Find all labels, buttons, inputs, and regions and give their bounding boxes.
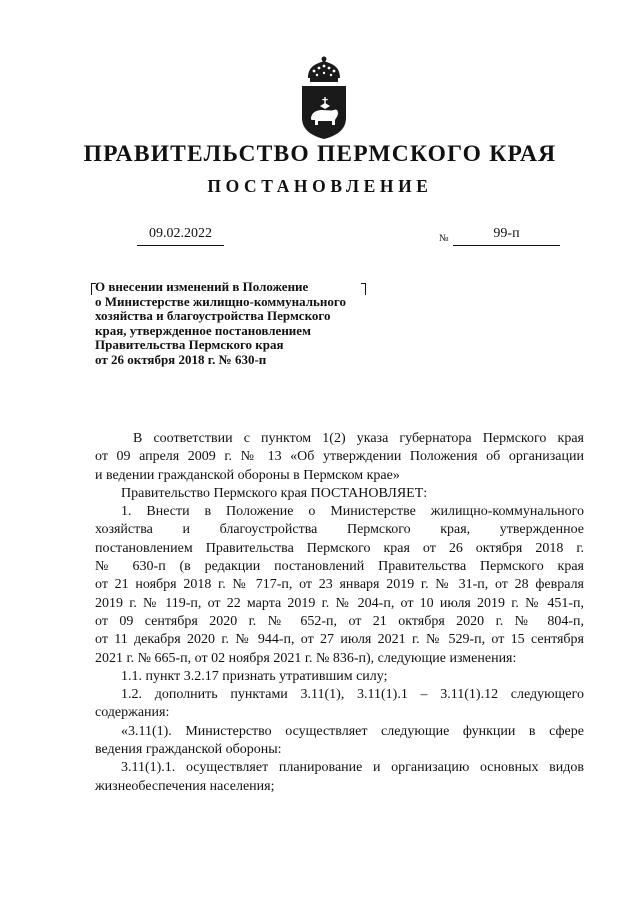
body-line: постановлением Правительства Пермского края от 26 октября 2018 г. <box>95 540 584 556</box>
subject-line: о Министерстве жилищно-коммунального <box>95 293 346 309</box>
document-body <box>95 430 584 796</box>
subject-heading <box>95 280 425 367</box>
body-line: «3.11(1). Министерство осуществляет следующие функции в сфере <box>121 723 584 739</box>
body-line: и ведении гражданской обороны в Пермском крае» <box>95 467 400 483</box>
document-number: 99-п <box>493 226 520 241</box>
subject-line: от 26 октября 2018 г. № 630-п <box>95 351 267 367</box>
document-type: ПОСТАНОВЛЕНИЕ <box>207 176 433 196</box>
subject-line: О внесении изменений в Положение <box>95 279 309 294</box>
subject-line: Правительства Пермского края <box>95 337 284 352</box>
body-line: от 21 ноября 2018 г. № 717-п, от 23 января 2019 г. № 31-п, от 28 февраля <box>95 577 584 593</box>
body-line: 1. Внести в Положение о Министерстве жилищно-коммунального <box>121 504 584 520</box>
number-underline <box>453 245 560 246</box>
body-line: 2021 г. № 665-п, от 02 ноября 2021 г. № 836-п), следующие изменения: <box>95 650 517 666</box>
body-line: № 630-п (в редакции постановлений Правительства Пермского края <box>95 559 584 575</box>
number-label: № <box>439 233 449 244</box>
body-line: 1.1. пункт 3.2.17 признать утратившим силу; <box>121 668 388 684</box>
body-line: жизнеобеспечения населения; <box>95 778 275 794</box>
body-line: от 09 апреля 2009 г. № 13 «Об утверждении Положения об организации <box>95 449 584 465</box>
government-title: ПРАВИТЕЛЬСТВО ПЕРМСКОГО КРАЯ <box>83 141 557 167</box>
body-line: Правительство Пермского края ПОСТАНОВЛЯЕТ: <box>121 485 428 501</box>
body-line: содержания: <box>95 705 170 721</box>
date-underline <box>137 245 224 246</box>
body-line: от 11 декабря 2020 г. № 944-п, от 27 июля 2021 г. № 529-п, от 15 сентября <box>95 632 584 648</box>
body-line: 2019 г. № 119-п, от 22 марта 2019 г. № 204-п, от 10 июля 2019 г. № 451-п, <box>95 595 584 611</box>
body-line: хозяйства и благоустройства Пермского края, утвержденное <box>95 522 584 538</box>
coat-of-arms-emblem <box>294 56 354 140</box>
document-date: 09.02.2022 <box>149 226 212 241</box>
body-line: ведения гражданской обороны: <box>95 742 282 758</box>
body-line: 1.2. дополнить пунктами 3.11(1), 3.11(1).1 – 3.11(1).12 следующего <box>121 687 584 703</box>
body-line: от 09 сентября 2020 г. № 652-п, от 21 октября 2020 г. № 804-п, <box>95 613 584 629</box>
subject-line: хозяйства и благоустройства Пермского <box>95 308 331 323</box>
body-line: 3.11(1).1. осуществляет планирование и организацию основных видов <box>121 760 584 776</box>
body-line: В соответствии с пунктом 1(2) указа губернатора Пермского края <box>133 431 584 446</box>
subject-line: края, утвержденное постановлением <box>95 322 311 338</box>
